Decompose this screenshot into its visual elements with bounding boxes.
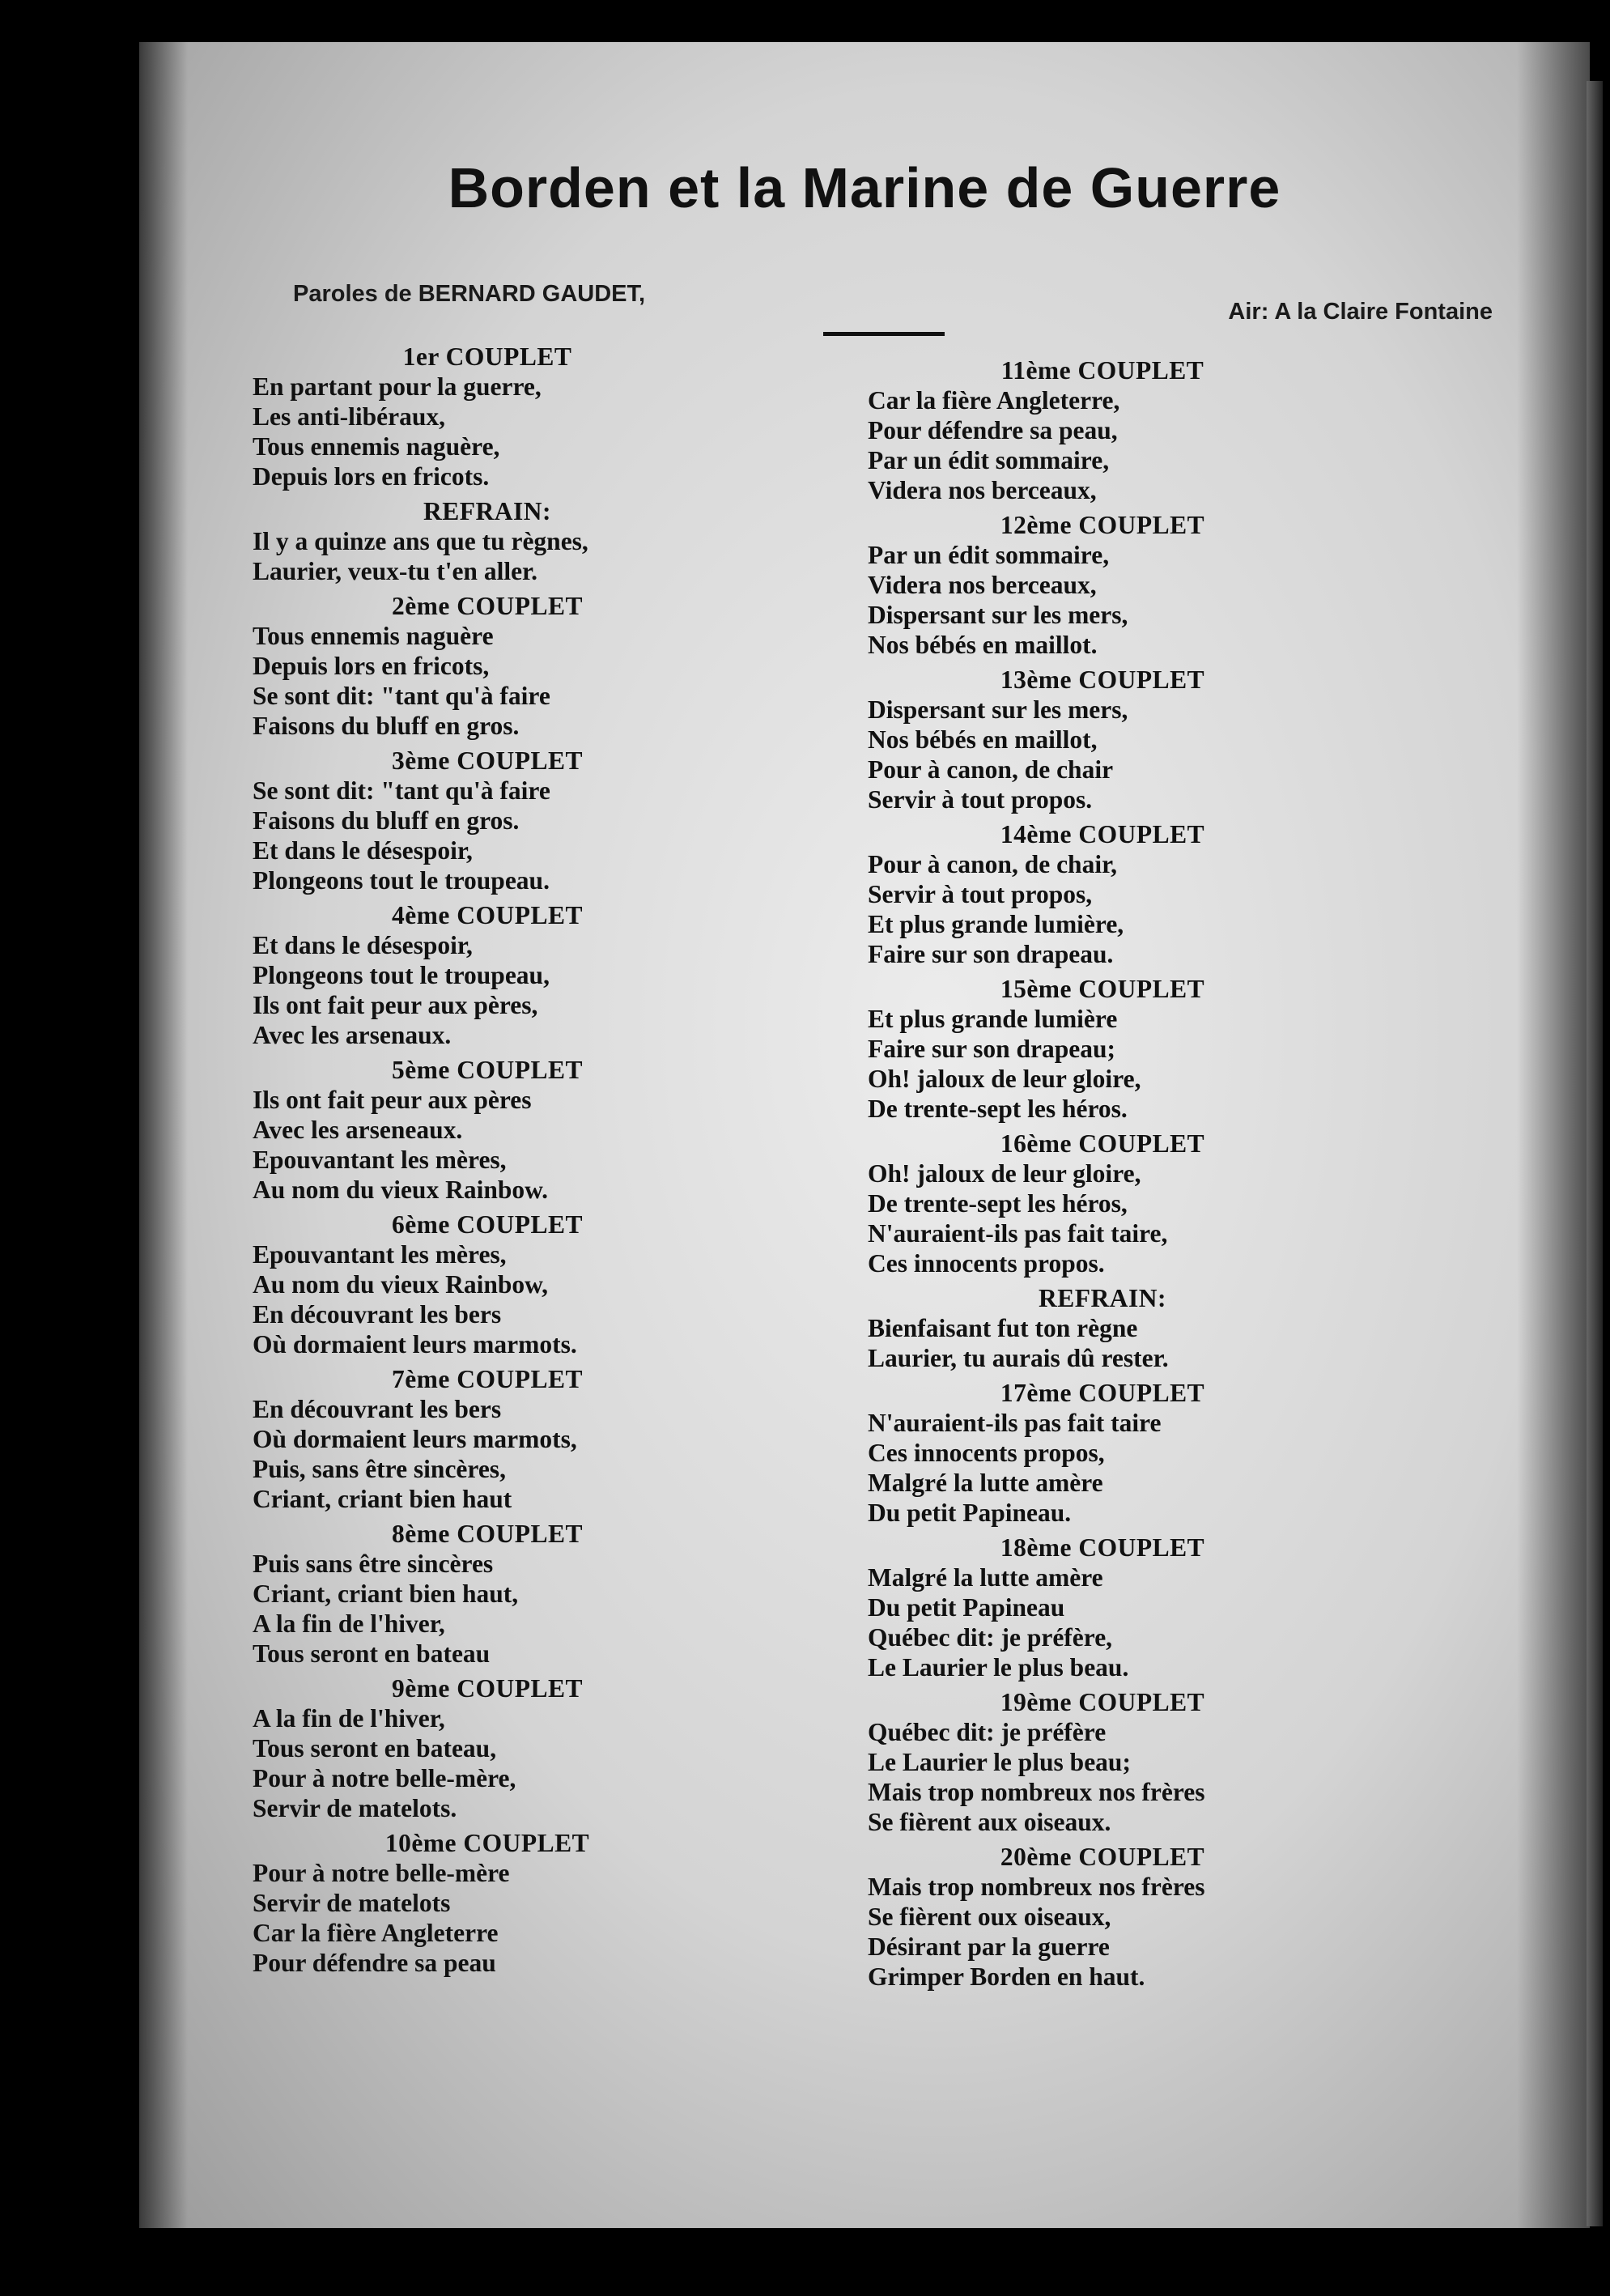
stanza-heading: 4ème COUPLET bbox=[391, 901, 584, 929]
stanza-heading: 6ème COUPLET bbox=[391, 1210, 584, 1239]
verse-line: Bienfaisant fut ton règne bbox=[868, 1314, 1138, 1342]
verse-line: Se sont dit: "tant qu'à faire bbox=[253, 682, 550, 710]
verse-line: Désirant par la guerre bbox=[868, 1932, 1110, 1961]
verse-line: Ces innocents propos, bbox=[868, 1439, 1105, 1467]
verse-line: Mais trop nombreux nos frères bbox=[868, 1873, 1205, 1901]
verse-line: Laurier, veux-tu t'en aller. bbox=[253, 557, 538, 585]
verse-line: Où dormaient leurs marmots. bbox=[253, 1330, 577, 1358]
verse-line: N'auraient-ils pas fait taire, bbox=[868, 1219, 1168, 1248]
stanza-heading: 10ème COUPLET bbox=[384, 1829, 590, 1857]
verse-line: Nos bébés en maillot, bbox=[868, 725, 1098, 754]
stanza-heading: 1er COUPLET bbox=[402, 342, 572, 371]
verse-line: Servir de matelots. bbox=[253, 1794, 457, 1822]
right-stanza bbox=[852, 510, 1353, 660]
verse-line: Au nom du vieux Rainbow. bbox=[253, 1176, 548, 1204]
verse-line: Le Laurier le plus beau; bbox=[868, 1748, 1131, 1776]
verse-line: Tous ennemis naguère bbox=[253, 622, 494, 650]
verse-line: Plongeons tout le troupeau, bbox=[253, 961, 550, 989]
verse-line: Pour à notre belle-mère, bbox=[253, 1764, 516, 1792]
verse-line: Pour défendre sa peau bbox=[253, 1949, 496, 1977]
right-stanza bbox=[852, 974, 1353, 1124]
verse-line: Dispersant sur les mers, bbox=[868, 695, 1128, 724]
stanza-heading: REFRAIN: bbox=[1039, 1284, 1166, 1312]
verse-line: Du petit Papineau bbox=[868, 1593, 1065, 1622]
verse-line: Tous seront en bateau, bbox=[253, 1734, 497, 1762]
left-stanza bbox=[236, 496, 738, 586]
verse-line: Dispersant sur les mers, bbox=[868, 601, 1128, 629]
left-stanza bbox=[236, 900, 738, 1050]
left-stanza bbox=[236, 591, 738, 741]
left-stanza bbox=[236, 342, 738, 491]
verse-line: Pour défendre sa peau, bbox=[868, 416, 1118, 444]
verse-line: Pour à canon, de chair, bbox=[868, 850, 1118, 878]
verse-line: Et dans le désespoir, bbox=[253, 931, 473, 959]
verse-line: Servir de matelots bbox=[253, 1889, 451, 1917]
stanza-heading: 18ème COUPLET bbox=[1000, 1533, 1205, 1562]
right-stanza bbox=[852, 1378, 1353, 1528]
verse-line: Se fièrent oux oiseaux, bbox=[868, 1903, 1111, 1931]
verse-line: Pour à canon, de chair bbox=[868, 755, 1114, 784]
verse-line: Servir à tout propos, bbox=[868, 880, 1093, 908]
verse-line: Faisons du bluff en gros. bbox=[253, 806, 520, 835]
verse-line: Avec les arsenaux. bbox=[253, 1021, 452, 1049]
verse-line: Le Laurier le plus beau. bbox=[868, 1653, 1129, 1682]
stanza-heading: 12ème COUPLET bbox=[1000, 511, 1205, 539]
verse-line: Plongeons tout le troupeau. bbox=[253, 866, 550, 895]
verse-line: Se sont dit: "tant qu'à faire bbox=[253, 776, 550, 805]
stanza-heading: REFRAIN: bbox=[423, 497, 551, 525]
verse-line: Oh! jaloux de leur gloire, bbox=[868, 1159, 1141, 1188]
left-stanza bbox=[236, 746, 738, 895]
right-stanza bbox=[852, 1533, 1353, 1682]
verse-line: Car la fière Angleterre, bbox=[868, 386, 1120, 415]
verse-line: En découvrant les bers bbox=[253, 1300, 502, 1329]
verse-line: Puis, sans être sincères, bbox=[253, 1455, 506, 1483]
verse-line: Pour à notre belle-mère bbox=[253, 1859, 510, 1887]
left-stanza bbox=[236, 1210, 738, 1359]
page-shadow-right bbox=[1517, 42, 1590, 2228]
right-stanza bbox=[852, 1129, 1353, 1278]
right-stanza bbox=[852, 1283, 1353, 1373]
verse-line: Car la fière Angleterre bbox=[253, 1919, 499, 1947]
verse-line: Du petit Papineau. bbox=[868, 1499, 1072, 1527]
verse-line: Oh! jaloux de leur gloire, bbox=[868, 1065, 1141, 1093]
stanza-heading: 2ème COUPLET bbox=[391, 592, 584, 620]
stanza-heading: 15ème COUPLET bbox=[1000, 975, 1205, 1003]
verse-line: Ces innocents propos. bbox=[868, 1249, 1105, 1278]
verse-line: Les anti-libéraux, bbox=[253, 402, 446, 431]
stanza-heading: 17ème COUPLET bbox=[1000, 1379, 1205, 1407]
verse-line: A la fin de l'hiver, bbox=[253, 1609, 445, 1638]
verse-line: Servir à tout propos. bbox=[868, 785, 1093, 814]
song-title: Borden et la Marine de Guerre bbox=[448, 156, 1281, 219]
newspaper-page bbox=[139, 42, 1590, 2228]
verse-line: Faisons du bluff en gros. bbox=[253, 712, 520, 740]
stanza-heading: 19ème COUPLET bbox=[1000, 1688, 1205, 1716]
stanza-heading: 20ème COUPLET bbox=[1000, 1843, 1205, 1871]
right-stanza bbox=[852, 1687, 1353, 1837]
verse-line: Par un édit sommaire, bbox=[868, 446, 1110, 474]
verse-line: Tous seront en bateau bbox=[253, 1639, 491, 1668]
verse-line: Par un édit sommaire, bbox=[868, 541, 1110, 569]
page-shadow-left bbox=[139, 42, 188, 2228]
stanza-heading: 3ème COUPLET bbox=[391, 746, 584, 775]
right-stanza bbox=[852, 819, 1353, 969]
verse-line: Videra nos berceaux, bbox=[868, 571, 1097, 599]
verse-line: Epouvantant les mères, bbox=[253, 1146, 507, 1174]
verse-line: Au nom du vieux Rainbow, bbox=[253, 1270, 548, 1299]
verse-line: Où dormaient leurs marmots, bbox=[253, 1425, 577, 1453]
verse-line: Depuis lors en fricots. bbox=[253, 462, 490, 491]
verse-line: Québec dit: je préfère bbox=[868, 1718, 1107, 1746]
stanza-heading: 9ème COUPLET bbox=[391, 1674, 584, 1703]
verse-line: N'auraient-ils pas fait taire bbox=[868, 1409, 1162, 1437]
verse-line: Et plus grande lumière, bbox=[868, 910, 1124, 938]
verse-line: Depuis lors en fricots, bbox=[253, 652, 490, 680]
stanza-heading: 16ème COUPLET bbox=[1000, 1129, 1205, 1158]
verse-line: Faire sur son drapeau; bbox=[868, 1035, 1115, 1063]
verse-line: Epouvantant les mères, bbox=[253, 1240, 507, 1269]
right-stanza bbox=[852, 1842, 1353, 1992]
verse-line: De trente-sept les héros. bbox=[868, 1095, 1128, 1123]
right-stanza bbox=[852, 665, 1353, 814]
left-stanza bbox=[236, 1364, 738, 1514]
verse-line: Criant, criant bien haut, bbox=[253, 1580, 519, 1608]
verse-line: Criant, criant bien haut bbox=[253, 1485, 512, 1513]
left-stanza bbox=[236, 1673, 738, 1823]
verse-line: Faire sur son drapeau. bbox=[868, 940, 1114, 968]
stanza-heading: 11ème COUPLET bbox=[1000, 356, 1204, 385]
lyrics-credit: Paroles de BERNARD GAUDET, bbox=[293, 281, 646, 307]
verse-line: Il y a quinze ans que tu règnes, bbox=[253, 527, 588, 555]
right-column bbox=[852, 355, 1353, 1996]
verse-line: Avec les arseneaux. bbox=[253, 1116, 463, 1144]
verse-line: Laurier, tu aurais dû rester. bbox=[868, 1344, 1169, 1372]
verse-line: Nos bébés en maillot. bbox=[868, 631, 1098, 659]
verse-line: De trente-sept les héros, bbox=[868, 1189, 1128, 1218]
verse-line: Québec dit: je préfère, bbox=[868, 1623, 1113, 1652]
verse-line: Tous ennemis naguère, bbox=[253, 432, 500, 461]
verse-line: En partant pour la guerre, bbox=[253, 372, 542, 401]
stanza-heading: 13ème COUPLET bbox=[1000, 665, 1205, 694]
verse-line: Ils ont fait peur aux pères bbox=[253, 1086, 532, 1114]
left-stanza bbox=[236, 1055, 738, 1205]
verse-line: A la fin de l'hiver, bbox=[253, 1704, 445, 1733]
tune-credit: Air: A la Claire Fontaine bbox=[1228, 299, 1493, 325]
adjacent-page-edge bbox=[1587, 81, 1603, 2226]
verse-line: Ils ont fait peur aux pères, bbox=[253, 991, 538, 1019]
right-stanza bbox=[852, 355, 1353, 505]
verse-line: Et plus grande lumière bbox=[868, 1005, 1118, 1033]
verse-line: Grimper Borden en haut. bbox=[868, 1962, 1145, 1991]
verse-line: Puis sans être sincères bbox=[253, 1550, 494, 1578]
verse-line: Malgré la lutte amère bbox=[868, 1563, 1103, 1592]
verse-line: Malgré la lutte amère bbox=[868, 1469, 1103, 1497]
left-stanza bbox=[236, 1828, 738, 1978]
verse-line: Et dans le désespoir, bbox=[253, 836, 473, 865]
title-divider bbox=[823, 332, 945, 336]
verse-line: Mais trop nombreux nos frères bbox=[868, 1778, 1205, 1806]
verse-line: En découvrant les bers bbox=[253, 1395, 502, 1423]
stanza-heading: 14ème COUPLET bbox=[1000, 820, 1205, 848]
verse-line: Se fièrent aux oiseaux. bbox=[868, 1808, 1111, 1836]
left-column bbox=[236, 342, 738, 1983]
left-stanza bbox=[236, 1519, 738, 1669]
stanza-heading: 8ème COUPLET bbox=[391, 1520, 584, 1548]
verse-line: Videra nos berceaux, bbox=[868, 476, 1097, 504]
stanza-heading: 5ème COUPLET bbox=[391, 1056, 584, 1084]
stanza-heading: 7ème COUPLET bbox=[391, 1365, 584, 1393]
